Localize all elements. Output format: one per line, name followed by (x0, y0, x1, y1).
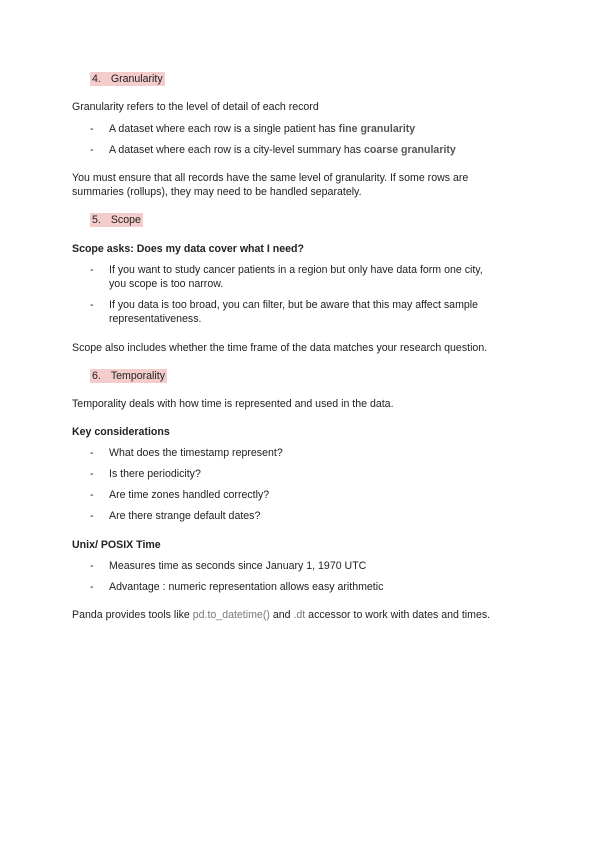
unix-time-heading: Unix/ POSIX Time (72, 539, 161, 551)
granularity-intro: Granularity refers to the level of detail of each record (72, 101, 319, 113)
key-considerations-heading: Key considerations (72, 426, 170, 438)
heading-granularity (90, 72, 165, 86)
heading-highlight: 4. Granularity (92, 73, 163, 85)
code-to-datetime: pd.to_datetime() (192, 609, 270, 621)
panda-note: Panda provides tools like pd.to_datetime() and .dt accessor to work with dates and times. (72, 609, 491, 621)
granularity-note-line1: You must ensure that all records have the same level of granularity. If some rows are (72, 172, 469, 184)
heading-highlight: 6. Temporality (92, 370, 166, 382)
document-page: 4. Granularity Granularity refers to the level of detail of each record - A dataset where each row is a single patient has fine granularity - A dataset where each row is a city-level summary has coarse granularity You must ensure that all records have the same level of granularity. If some rows are summaries (rollups), they may need to be handled separately. 5. Scope Scope asks: Does my data cover what I need? - If you want to study cancer patients in a region but only have data form one city, you scope is too narrow. - If you data is too broad, you can filter, but be aware that this may affect sample representativeness. Scope also includes whether the time frame of the data matches your research question. 6. Temporality Temporality deals with how time is represented and used in the data. Key considerations - What does the timestamp represent? - Is there periodicity? - Are time zones handled correctly? - Are there strange default dates? Unix/ POSIX Time - Measures time as seconds since January 1, 1970 UTC - Advantage : numeric representation allows easy arithmetic Panda provides tools like pd.to_datetime() and .dt accessor to work with dates and times. (72, 73, 491, 621)
scope-subheading: Scope asks: Does my data cover what I need? (72, 243, 304, 255)
code-dt: .dt (293, 609, 306, 621)
heading-scope (90, 213, 143, 227)
heading-temporality (90, 369, 167, 383)
heading-highlight: 5. Scope (92, 214, 141, 226)
scope-note: Scope also includes whether the time frame of the data matches your research question. (72, 342, 488, 354)
temporality-intro: Temporality deals with how time is represented and used in the data. (72, 398, 394, 410)
granularity-note-line2: summaries (rollups), they may need to be handled separately. (72, 186, 362, 198)
